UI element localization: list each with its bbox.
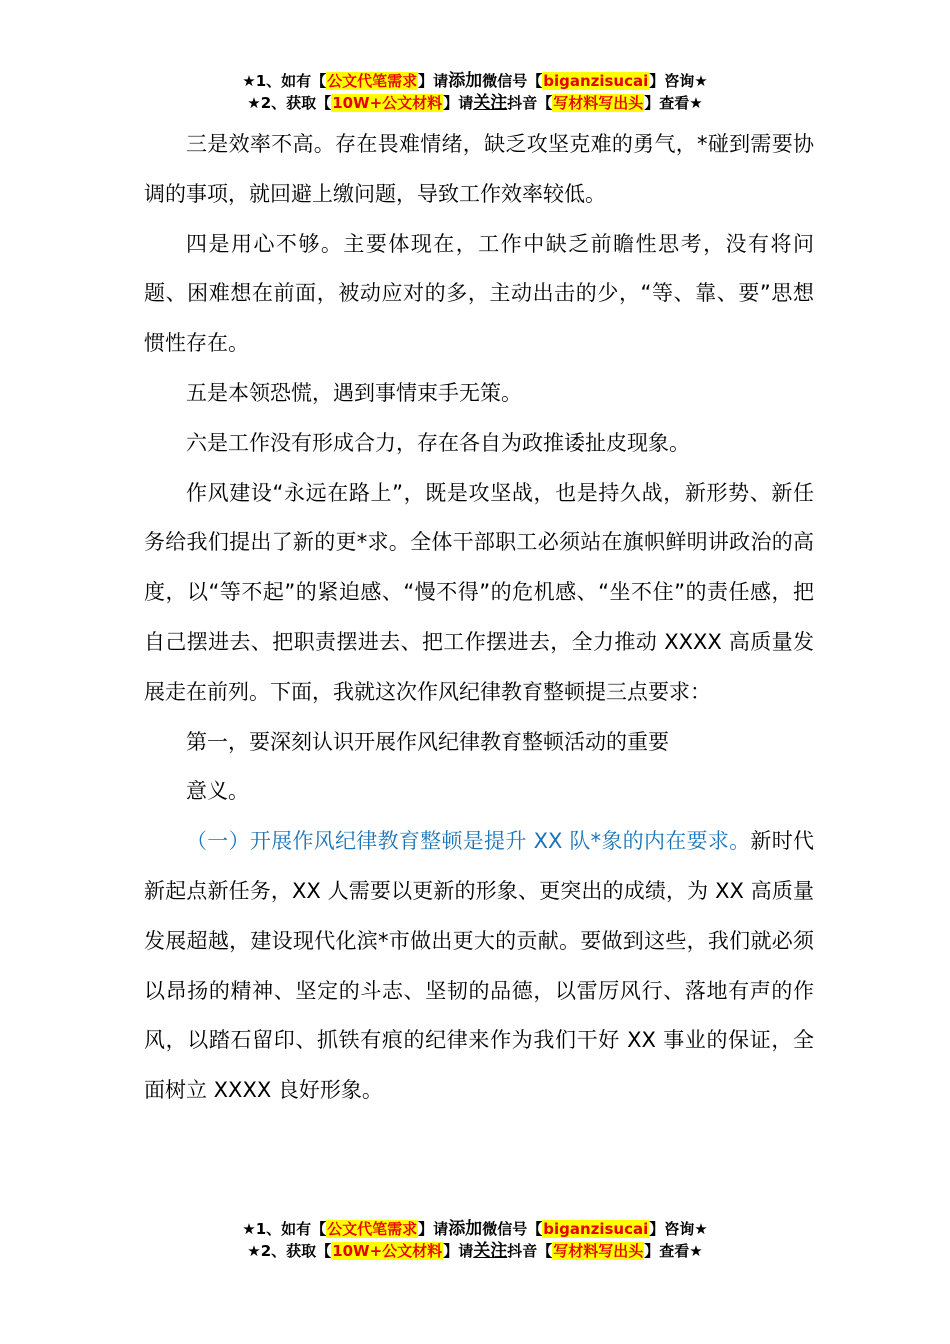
bottom-banner [0,1218,950,1262]
highlight-text: 10W+公文材料 [332,94,443,112]
banner-text: 】咨询★ [649,72,708,90]
emphasis-text: 添加 [448,71,483,91]
banner-text: 】查看★ [644,94,703,112]
paragraph-efficiency: 三是效率不高。存在畏难情绪，缺乏攻坚克难的勇气，*碰到需要协调的事项，就回避上缴问题，导致工作效率较低。 [144,132,814,206]
highlight-text: 公文代笔需求 [327,72,418,90]
banner-text: 】查看★ [644,1242,703,1260]
banner-text: 抖音【 [507,94,553,112]
banner-text: 抖音【 [507,1242,553,1260]
paragraph-style-building: 作风建设“永远在路上”，既是攻坚战，也是持久战，新形势、新任务给我们提出了新的更*求。全体干部职工必须站在旗帜鲜明讲政治的高度，以“等不起”的紧迫感、“慢不得”的危机感、“坐不住”的责任感，把自己摆进去、把职责摆进去、把工作摆进去，全力推动 XXXX 高质量发展走在前列。下面，我就这次作风纪律教育整顿提三点要求： [144,480,814,704]
banner-text: ★2、获取【 [247,94,332,112]
emphasis-text: 添加 [448,1219,483,1239]
banner-line-1 [0,70,950,92]
banner-text: 】请 [418,72,449,90]
banner-text: 】请 [443,94,474,112]
banner-line-2 [0,1240,950,1262]
banner-line-1 [0,1218,950,1240]
douyin-id-highlight: 写材料写出头 [553,1242,644,1260]
wechat-id-highlight: biganzisucai [543,1220,649,1238]
document-body [144,120,814,1116]
paragraph-ability: 五是本领恐慌，遇到事情束手无策。 [186,380,522,405]
highlight-text: 10W+公文材料 [332,1242,443,1260]
banner-text: ★1、如有【 [242,72,327,90]
wechat-id-highlight: biganzisucai [543,72,649,90]
paragraph-first-requirement-cont: 意义。 [186,779,249,804]
emphasis-text: 关注 [473,1241,508,1261]
emphasis-text: 关注 [473,93,508,113]
banner-line-2 [0,92,950,114]
paragraph-first-requirement: 第一，要深刻认识开展作风纪律教育整顿活动的重要 [186,729,669,754]
paragraph-section-one [144,817,814,1116]
top-banner [0,70,950,114]
douyin-id-highlight: 写材料写出头 [553,94,644,112]
highlight-text: 公文代笔需求 [327,1220,418,1238]
banner-text: 】请 [443,1242,474,1260]
banner-text: 】咨询★ [649,1220,708,1238]
paragraph-cooperation: 六是工作没有形成合力，存在各自为政推诿扯皮现象。 [186,430,690,455]
section-heading: （一）开展作风纪律教育整顿是提升 XX 队*象的内在要求。 [186,829,751,854]
paragraph-attention: 四是用心不够。主要体现在，工作中缺乏前瞻性思考，没有将问题、困难想在前面，被动应对的多，主动出击的少，“等、靠、要”思想惯性存在。 [144,231,814,356]
banner-text: ★1、如有【 [242,1220,327,1238]
banner-text: 】请 [418,1220,449,1238]
banner-text: ★2、获取【 [247,1242,332,1260]
banner-text: 微信号【 [482,72,543,90]
banner-text: 微信号【 [482,1220,543,1238]
section-body: 新时代新起点新任务，XX 人需要以更新的形象、更突出的成绩，为 XX 高质量发展超越，建设现代化滨*市做出更大的贡献。要做到这些，我们就必须以昂扬的精神、坚定的斗志、坚韧的品德，以雷厉风行、落地有声的作风，以踏石留印、抓铁有痕的纪律来作为我们干好 XX 事业的保证，全面树立 XXXX 良好形象。 [144,829,814,1103]
